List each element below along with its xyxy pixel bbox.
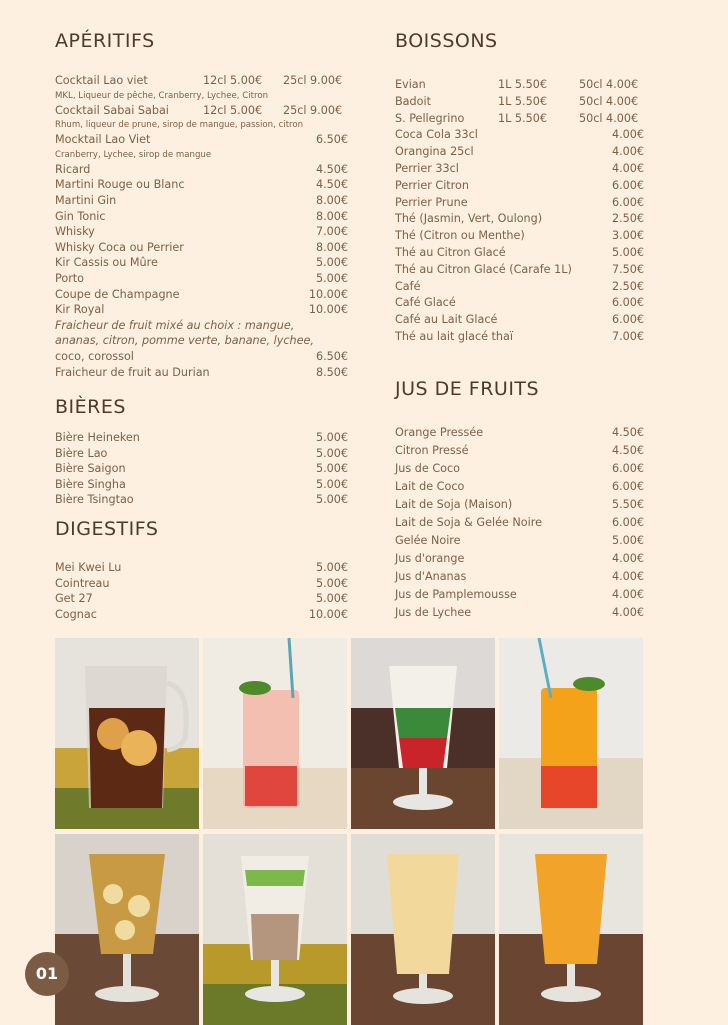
menu-item xyxy=(395,514,644,532)
menu-item-name: Whisky xyxy=(55,225,95,239)
menu-item-price-size-2: 50cl 4.00€ xyxy=(579,78,639,91)
menu-item-price: 10.00€ xyxy=(308,287,348,301)
menu-item xyxy=(395,94,644,111)
menu-item-price: 4.50€ xyxy=(611,444,644,457)
menu-item-price: 4.50€ xyxy=(315,162,348,176)
menu-item xyxy=(55,255,348,271)
menu-item-price: 7.00€ xyxy=(315,225,348,239)
menu-item-price: 4.50€ xyxy=(611,426,644,439)
longan-dessert-drink-photo xyxy=(55,834,199,1025)
menu-item xyxy=(55,224,348,240)
menu-item-price: 5.00€ xyxy=(315,256,348,270)
menu-item-name: Thé (Citron ou Menthe) xyxy=(395,229,525,243)
menu-item xyxy=(55,461,348,477)
menu-item xyxy=(395,442,644,460)
menu-item xyxy=(395,144,644,161)
bieres-title: BIÈRES xyxy=(55,396,126,418)
menu-item xyxy=(55,162,348,178)
menu-item xyxy=(55,177,348,193)
jelly-dessert-drink-photo xyxy=(351,638,495,829)
menu-item-description: Rhum, liqueur de prune, sirop de mangue, passion, citron xyxy=(55,120,304,131)
menu-item-price: 5.00€ xyxy=(315,561,348,574)
menu-item-name: Jus d'orange xyxy=(395,552,465,565)
menu-item xyxy=(55,193,348,209)
menu-item-name: Café Glacé xyxy=(395,296,456,310)
menu-item-price: 5.00€ xyxy=(315,493,348,506)
menu-item xyxy=(395,460,644,478)
menu-item xyxy=(395,550,644,568)
menu-item-name: S. Pellegrino xyxy=(395,111,465,125)
menu-item-price: 5.00€ xyxy=(315,446,348,460)
menu-item-name: Perrier 33cl xyxy=(395,161,459,175)
aperitifs-list xyxy=(55,73,348,380)
menu-item-price-size-1: 1L 5.50€ xyxy=(498,111,547,125)
menu-item-name: Orangina 25cl xyxy=(395,145,474,159)
menu-item-price-size-1: 1L 5.50€ xyxy=(498,78,547,91)
menu-item-name: Thé au Citron Glacé xyxy=(395,245,506,259)
menu-item-name: Mocktail Lao Viet xyxy=(55,133,151,147)
menu-item xyxy=(395,604,644,622)
menu-item xyxy=(55,103,348,119)
menu-item-price: 6.00€ xyxy=(611,178,644,192)
menu-item-description: Cranberry, Lychee, sirop de mangue xyxy=(55,149,212,160)
menu-item-price: 2.50€ xyxy=(611,212,644,226)
menu-item-price: 2.50€ xyxy=(611,279,644,293)
menu-item-price: 4.00€ xyxy=(611,570,644,583)
menu-item xyxy=(55,271,348,287)
menu-item-name: Jus de Lychee xyxy=(395,606,472,619)
menu-item-price: 5.00€ xyxy=(315,462,348,475)
menu-item-price: 5.00€ xyxy=(315,576,348,590)
menu-item xyxy=(395,111,644,128)
menu-item-name: Lait de Soja (Maison) xyxy=(395,498,513,511)
jus-list xyxy=(395,424,644,622)
menu-item-name: Mei Kwei Lu xyxy=(55,561,122,574)
menu-item-name: Lait de Soja & Gelée Noire xyxy=(395,516,542,529)
menu-item-price: 5.50€ xyxy=(611,498,644,511)
menu-item xyxy=(55,132,348,148)
page-number-badge: 01 xyxy=(25,952,69,996)
menu-item xyxy=(395,329,644,346)
menu-item-price: 3.00€ xyxy=(611,229,644,243)
menu-item-name: Cocktail Lao viet xyxy=(55,74,148,87)
menu-item-name: Whisky Coca ou Perrier xyxy=(55,240,184,254)
menu-item-price: 6.00€ xyxy=(611,462,644,475)
menu-item xyxy=(55,560,348,576)
menu-item-name: Bière Tsingtao xyxy=(55,493,134,506)
menu-item-name: Jus d'Ananas xyxy=(395,570,467,583)
menu-item-price-size-2: 50cl 4.00€ xyxy=(579,94,639,108)
menu-item xyxy=(395,178,644,195)
menu-item-price: 6.00€ xyxy=(611,313,644,327)
menu-item-price-size-1: 12cl 5.00€ xyxy=(203,74,263,87)
menu-item-price: 10.00€ xyxy=(308,303,348,317)
menu-item xyxy=(395,161,644,178)
menu-item xyxy=(395,532,644,550)
menu-item xyxy=(395,195,644,212)
menu-item-price: 8.00€ xyxy=(315,209,348,223)
menu-item-name: Citron Pressé xyxy=(395,444,469,457)
menu-item-price: 4.00€ xyxy=(611,552,644,565)
soy-milk-glass-photo xyxy=(351,834,495,1025)
menu-item xyxy=(395,586,644,604)
menu-item-price: 8.50€ xyxy=(315,365,348,379)
boissons-list xyxy=(395,77,644,346)
menu-item xyxy=(55,240,348,256)
menu-item xyxy=(395,478,644,496)
menu-item xyxy=(395,279,644,296)
menu-item-name: Bière Heineken xyxy=(55,431,140,444)
menu-item xyxy=(55,591,348,607)
menu-item-price: 4.50€ xyxy=(315,178,348,192)
menu-item-price-size-1: 1L 5.50€ xyxy=(498,94,547,108)
menu-item-price: 7.00€ xyxy=(611,329,644,343)
menu-item-name: Fraicheur de fruit au Durian xyxy=(55,365,210,379)
menu-item-name: Café xyxy=(395,279,421,293)
menu-item-name: Bière Singha xyxy=(55,477,126,491)
menu-item-price-size-2: 50cl 4.00€ xyxy=(579,111,639,125)
menu-item-name: Coupe de Champagne xyxy=(55,287,180,301)
menu-item-price: 6.00€ xyxy=(611,480,644,493)
mango-smoothie-photo xyxy=(499,834,643,1025)
menu-item-price-size-1: 12cl 5.00€ xyxy=(203,103,263,117)
menu-item-name: Thé au Citron Glacé (Carafe 1L) xyxy=(395,262,572,276)
menu-item-price: 4.00€ xyxy=(611,161,644,175)
menu-item xyxy=(55,576,348,592)
coconut-jelly-drink-photo xyxy=(203,834,347,1025)
digestifs-title: DIGESTIFS xyxy=(55,518,159,540)
menu-item xyxy=(395,127,644,144)
menu-item xyxy=(395,312,644,329)
menu-item-description: MKL, Liqueur de pêche, Cranberry, Lychee, Citron xyxy=(55,90,269,101)
menu-item xyxy=(55,287,348,303)
menu-item-price: 8.00€ xyxy=(315,240,348,254)
menu-item xyxy=(55,209,348,225)
menu-item xyxy=(395,228,644,245)
menu-item-name: Café au Lait Glacé xyxy=(395,313,498,327)
menu-item xyxy=(55,430,348,446)
menu-item xyxy=(395,496,644,514)
menu-item xyxy=(55,492,348,508)
menu-item xyxy=(395,262,644,279)
menu-item xyxy=(395,424,644,442)
jus-title: JUS DE FRUITS xyxy=(395,378,540,400)
menu-item xyxy=(55,302,348,318)
menu-item-name: Bière Lao xyxy=(55,446,108,460)
iced-tea-pitcher-photo xyxy=(55,638,199,829)
menu-item-name: Orange Pressée xyxy=(395,426,484,439)
menu-item-name: Gin Tonic xyxy=(55,209,106,223)
menu-item-price: 5.00€ xyxy=(315,431,348,444)
menu-item-name: Thé au lait glacé thaï xyxy=(395,329,513,343)
menu-item-name: Perrier Prune xyxy=(395,195,468,209)
bieres-list xyxy=(55,430,348,508)
menu-item-price: 10.00€ xyxy=(308,608,348,622)
menu-item-name: Kir Cassis ou Mûre xyxy=(55,256,158,270)
menu-item-price: 6.50€ xyxy=(315,349,348,363)
menu-item-name: Get 27 xyxy=(55,592,93,606)
menu-item-name: Evian xyxy=(395,78,426,91)
menu-item-price-size-2: 25cl 9.00€ xyxy=(283,103,343,117)
menu-item-price: 6.00€ xyxy=(611,195,644,209)
menu-item-price: 5.00€ xyxy=(315,592,348,606)
menu-item-price: 5.00€ xyxy=(315,477,348,491)
menu-item-price: 8.00€ xyxy=(315,193,348,207)
menu-item-price: 4.00€ xyxy=(611,588,644,601)
menu-item-name: coco, corossol xyxy=(55,349,134,363)
menu-item-price: 4.00€ xyxy=(611,145,644,159)
menu-item xyxy=(395,295,644,312)
menu-item-name: Kir Royal xyxy=(55,303,105,317)
menu-item xyxy=(395,568,644,586)
menu-item-price: 4.00€ xyxy=(611,128,644,142)
menu-item-name: Jus de Pamplemousse xyxy=(395,588,517,601)
menu-item-price: 5.00€ xyxy=(611,245,644,259)
menu-item-name: Bière Saigon xyxy=(55,462,126,475)
menu-item-price: 6.00€ xyxy=(611,516,644,529)
menu-item-name: Lait de Coco xyxy=(395,480,465,493)
menu-item xyxy=(395,245,644,262)
menu-item xyxy=(395,77,644,94)
menu-item-note: Fraicheur de fruit mixé au choix : mangue, xyxy=(55,318,295,332)
menu-item-price-size-2: 25cl 9.00€ xyxy=(283,74,343,87)
menu-item-name: Porto xyxy=(55,271,85,285)
menu-item xyxy=(55,607,348,623)
menu-item-price: 4.00€ xyxy=(611,606,644,619)
menu-item-name: Badoit xyxy=(395,94,431,108)
menu-item xyxy=(395,211,644,228)
menu-item-price: 5.00€ xyxy=(611,534,644,547)
menu-item-name: Martini Rouge ou Blanc xyxy=(55,178,185,192)
menu-item xyxy=(55,349,348,365)
menu-item xyxy=(55,73,348,89)
menu-item xyxy=(55,365,348,381)
menu-item-price: 6.50€ xyxy=(315,133,348,147)
menu-item-name: Cointreau xyxy=(55,576,110,590)
menu-item-note: ananas, citron, pomme verte, banane, lychee, xyxy=(55,334,314,348)
menu-item-name: Martini Gin xyxy=(55,193,117,207)
menu-item xyxy=(55,446,348,462)
boissons-title: BOISSONS xyxy=(395,30,498,52)
aperitifs-title: APÉRITIFS xyxy=(55,30,155,52)
menu-item-name: Perrier Citron xyxy=(395,178,469,192)
photo-grid xyxy=(55,638,644,1024)
menu-item-name: Coca Cola 33cl xyxy=(395,128,478,142)
menu-item xyxy=(55,477,348,493)
menu-item-name: Jus de Coco xyxy=(395,462,460,475)
menu-item-name: Cocktail Sabai Sabai xyxy=(55,103,169,117)
menu-item-price: 5.00€ xyxy=(315,271,348,285)
menu-item-price: 6.00€ xyxy=(611,296,644,310)
menu-item-name: Cognac xyxy=(55,608,97,622)
menu-item-price: 7.50€ xyxy=(611,262,644,276)
menu-item-name: Gelée Noire xyxy=(395,534,461,547)
orange-sunrise-drink-photo xyxy=(499,638,643,829)
menu-item-name: Thé (Jasmin, Vert, Oulong) xyxy=(395,212,543,226)
menu-item-name: Ricard xyxy=(55,162,91,176)
pink-iced-drink-photo xyxy=(203,638,347,829)
digestifs-list xyxy=(55,560,348,623)
